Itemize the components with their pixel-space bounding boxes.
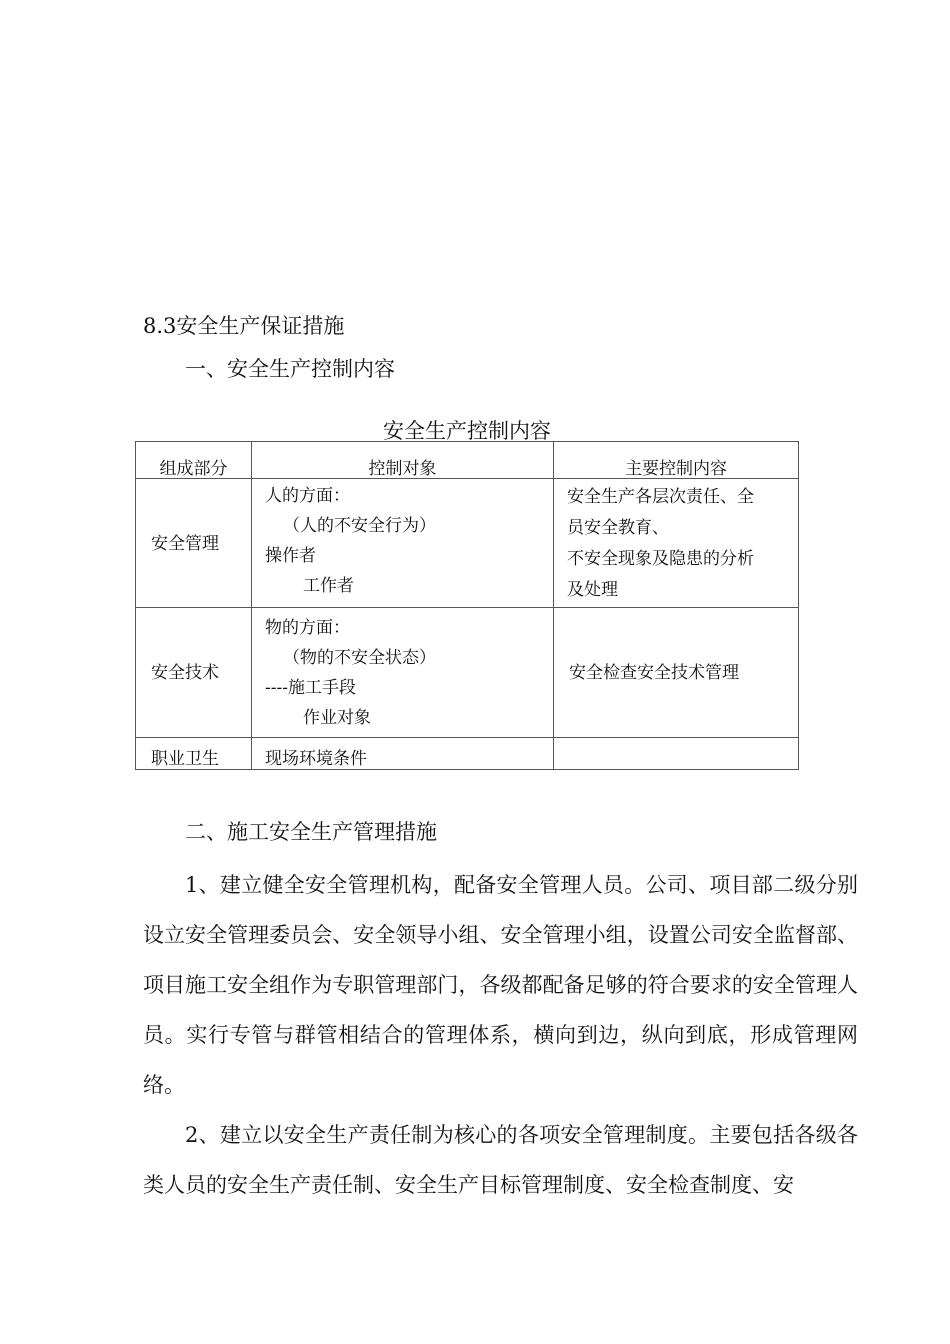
subsection-heading-control-content: 一、安全生产控制内容 — [185, 357, 395, 381]
header-cell-object: 控制对象 — [252, 442, 554, 479]
row-part-cell — [136, 608, 252, 738]
row-content-cell — [554, 479, 799, 608]
object-line: （人的不安全行为） — [283, 516, 436, 536]
object-line: （物的不安全状态） — [283, 648, 436, 668]
row-object-cell — [252, 608, 554, 738]
header-cell-content: 主要控制内容 — [554, 442, 799, 479]
content-line: 不安全现象及隐患的分析 — [567, 549, 754, 569]
row-part-cell — [136, 738, 252, 770]
subsection-heading-management-measures: 二、施工安全生产管理措施 — [185, 820, 437, 844]
row-content-cell — [554, 738, 799, 770]
object-line: 操作者 — [265, 546, 316, 566]
part-label: 安全技术 — [151, 663, 219, 683]
object-line: 物的方面： — [265, 618, 350, 638]
part-label: 职业卫生 — [151, 749, 219, 769]
content-line: 员安全教育、 — [567, 518, 669, 538]
body-paragraph: 2、建立以安全生产责任制为核心的各项安全管理制度。主要包括各级各类人员的安全生产责任制、安全生产目标管理制度、安全检查制度、安 — [143, 1123, 858, 1197]
object-line: ----施工手段 — [265, 678, 356, 698]
content-line: 安全检查安全技术管理 — [569, 663, 739, 683]
row-object-cell — [252, 479, 554, 608]
table-row — [136, 479, 799, 608]
object-line: 现场环境条件 — [265, 749, 367, 769]
section-title: 8.3安全生产保证措施 — [143, 314, 345, 338]
content-line: 及处理 — [567, 580, 618, 600]
object-line: 工作者 — [303, 576, 354, 596]
table-row — [136, 608, 799, 738]
safety-control-table — [135, 441, 799, 770]
row-object-cell — [252, 738, 554, 770]
part-label: 安全管理 — [151, 534, 219, 554]
object-line: 作业对象 — [303, 708, 371, 728]
table-header-row — [136, 442, 799, 479]
table-caption: 安全生产控制内容 — [383, 419, 551, 443]
content-line: 安全生产各层次责任、全 — [567, 487, 754, 507]
object-line: 人的方面： — [265, 486, 350, 506]
body-paragraph: 1、建立健全安全管理机构，配备安全管理人员。公司、项目部二级分别设立安全管理委员会、安全领导小组、安全管理小组，设置公司安全监督部、项目施工安全组作为专职管理部门，各级都配备足够的符合要求的安全管理人员。实行专管与群管相结合的管理体系，横向到边，纵向到底，形成管理网络。 — [143, 873, 858, 1097]
header-cell-part: 组成部分 — [136, 442, 252, 479]
row-content-cell — [554, 608, 799, 738]
table-row — [136, 738, 799, 770]
row-part-cell — [136, 479, 252, 608]
